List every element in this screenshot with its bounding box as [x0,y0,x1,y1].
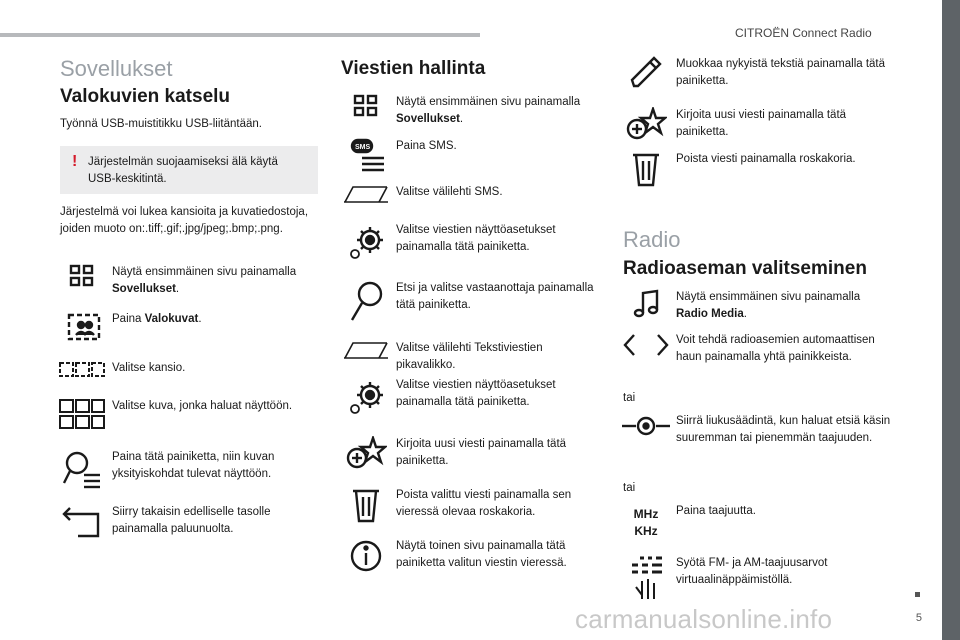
warning-box [60,146,318,194]
settings-icon [340,377,392,417]
side-strip [942,0,960,640]
warning-text: Järjestelmän suojaamiseksi älä käytä USB-keskitintä. [88,156,278,185]
step-text: Valitse välilehti SMS. [396,186,503,198]
folders-icon [56,360,108,400]
step-text: Näytä ensimmäinen sivu painamalla [112,266,297,278]
step-row [56,504,320,544]
step-row [340,94,602,134]
step-text: Valitse kansio. [112,362,186,374]
step-row [340,436,602,476]
pencil-icon [620,56,672,96]
step-row [56,264,320,304]
step-text: Paina taajuutta. [676,505,756,517]
photos-icon [56,311,108,351]
keypad-icon [620,555,672,595]
step-tail: . [459,113,464,125]
step-row [340,222,602,262]
intro-text: Työnnä USB-muistitikku USB-liitäntään. [60,118,262,130]
step-row [620,413,892,453]
step-row [340,138,602,178]
mhz-khz-icon [620,503,672,543]
trash-icon [340,487,392,527]
tab-icon [340,184,392,224]
brand-header: CITROËN Connect Radio [735,26,872,40]
apps-grid-icon [340,94,392,134]
sms-icon [340,138,392,178]
formats-text: Järjestelmä voi lukea kansioita ja kuvatiedostoja, joiden muoto on:.tiff;.gif;.jpg/jpeg;.bmp;.png. [60,206,309,235]
thumbnails-icon [56,398,108,438]
settings-icon [340,222,392,262]
step-text: Siirry takaisin edelliselle tasolle painamalla paluunuolta. [112,506,271,535]
step-row [340,340,602,380]
step-row [340,184,602,224]
step-text: Siirrä liukusäädintä, kun haluat etsiä käsin suuremman tai pienemmän taajuuden. [676,415,891,444]
step-tail: . [175,283,180,295]
subhead-radio: Radioaseman valitseminen [623,258,867,279]
watermark: carmanualsonline.info [575,604,833,634]
step-text: Poista viesti painamalla roskakoria. [676,153,856,165]
details-icon [56,449,108,489]
step-text: Valitse viestien näyttöasetukset painamalla tätä painiketta. [396,379,556,408]
step-bold: Sovellukset [112,283,176,295]
tab-icon [340,340,392,380]
step-text: Etsi ja valitse vastaanottaja painamalla tätä painiketta. [396,282,594,311]
step-bold: Radio Media [676,308,744,320]
section-title-radio: Radio [623,227,681,252]
info-icon [340,538,392,578]
header-bar [0,33,480,37]
page-number: 5 [915,612,922,624]
step-text: Valitse kuva, jonka haluat näyttöön. [112,400,293,412]
svg-text:SMS: SMS [355,144,371,151]
step-row [56,360,320,400]
seek-arrows-icon [620,332,672,372]
section-title-apps: Sovellukset [60,56,173,81]
step-text: Näytä toinen sivu painamalla tätä painiketta valitun viestin vieressä. [396,540,567,569]
step-row [620,503,892,543]
step-text: Näytä ensimmäinen sivu painamalla [396,96,581,108]
continue-marker [915,592,920,597]
step-text: Valitse viestien näyttöasetukset painamalla tätä painiketta. [396,224,556,253]
step-tail: . [743,308,747,320]
step-text: Näytä ensimmäinen sivu painamalla [676,291,861,303]
step-text: Kirjoita uusi viesti painamalla tätä painiketta. [676,109,847,138]
new-message-icon [620,107,672,147]
new-message-icon [340,436,392,476]
step-text: Syötä FM- ja AM-taajuusarvot virtuaalinäppäimistöllä. [676,557,828,586]
step-text: Paina [112,313,145,325]
subhead-photos: Valokuvien katselu [60,86,231,107]
step-bold: Valokuvat [144,313,199,325]
or-text: tai [623,482,636,494]
step-text: Poista valittu viesti painamalla sen vieressä olevaa roskakoria. [396,489,572,518]
trash-icon [620,151,672,191]
step-row [56,398,320,438]
step-tail: . [198,313,202,325]
step-row [340,280,602,320]
step-row [620,555,892,595]
step-row [620,56,892,96]
step-row [620,151,892,191]
apps-grid-icon [56,264,108,304]
step-row [340,377,602,417]
warning-icon: ! [72,153,78,170]
search-icon [340,280,392,320]
or-text: tai [623,392,636,404]
step-text: Valitse välilehti Tekstiviestien pikavalikko. [396,342,543,371]
step-text: Paina SMS. [396,140,457,152]
khz-label: KHz [634,524,658,538]
step-row [56,449,320,489]
step-row [620,107,892,147]
step-row [56,311,320,351]
step-text: Muokkaa nykyistä tekstiä painamalla tätä painiketta. [676,58,886,87]
step-text: Kirjoita uusi viesti painamalla tätä painiketta. [396,438,567,467]
back-icon [56,504,108,544]
step-row [340,487,602,527]
step-bold: Sovellukset [396,113,460,125]
step-row [620,332,892,372]
step-row [340,538,602,578]
mhz-label: MHz [633,507,659,521]
step-text: Voit tehdä radioasemien automaattisen haun painamalla yhtä painikkeista. [676,334,875,363]
step-row [620,289,892,329]
music-note-icon [620,289,672,329]
subhead-messages: Viestien hallinta [341,58,486,79]
slider-icon [620,413,672,453]
step-text: Paina tätä painiketta, niin kuvan yksityiskohdat tulevat näyttöön. [112,451,275,480]
